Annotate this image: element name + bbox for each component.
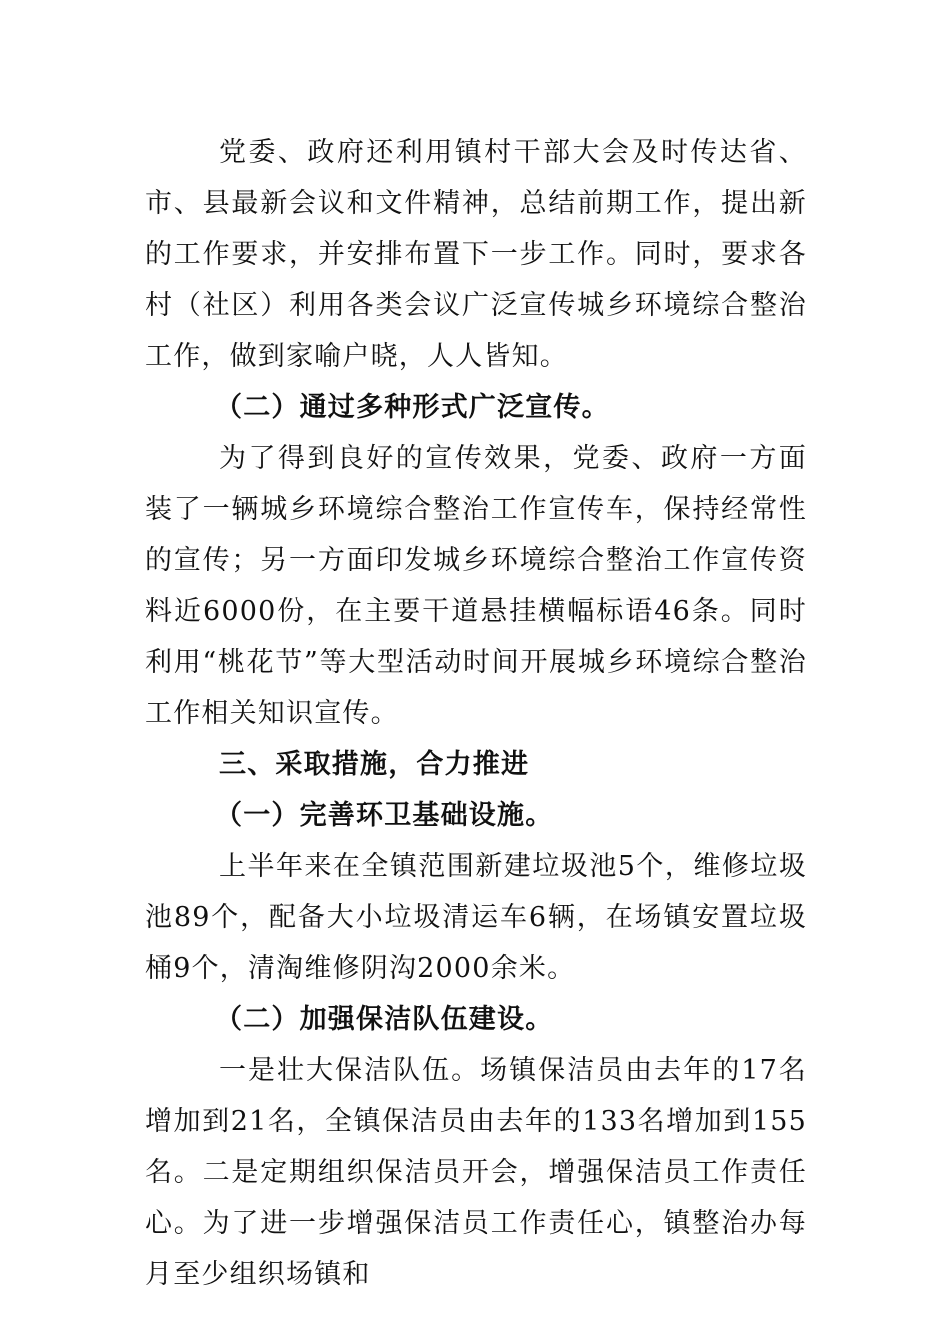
section-heading-measures: 三、采取措施，合力推进 [219,749,530,780]
subheading-cleaning-team: （二）加强保洁队伍建设。 [215,1004,554,1035]
subheading-multiple-forms-publicity: （二）通过多种形式广泛宣传。 [215,392,610,423]
document-body [145,127,807,1300]
paragraph-meeting-publicity: 党委、政府还利用镇村干部大会及时传达省、市、县最新会议和文件精神，总结前期工作，提出新的工作要求，并安排布置下一步工作。同时，要求各村（社区）利用各类会议广泛宣传城乡环境综合整治工作，做到家喻户晓，人人皆知。 [145,137,807,372]
paragraph-publicity-effect: 为了得到良好的宣传效果，党委、政府一方面装了一辆城乡环境综合整治工作宣传车，保持经常性的宣传；另一方面印发城乡环境综合整治工作宣传资料近6000份，在主要干道悬挂横幅标语46条。同时利用“桃花节”等大型活动时间开展城乡环境综合整治工作相关知识宣传。 [145,443,807,729]
subheading-sanitation-facilities: （一）完善环卫基础设施。 [215,800,554,831]
paragraph-facilities-details: 上半年来在全镇范围新建垃圾池5个，维修垃圾池89个，配备大小垃圾清运车6辆，在场镇安置垃圾桶9个，清淘维修阴沟2000余米。 [145,851,807,984]
paragraph-cleaning-team-details: 一是壮大保洁队伍。场镇保洁员由去年的17名增加到21名，全镇保洁员由去年的133名增加到155名。二是定期组织保洁员开会，增强保洁员工作责任心。为了进一步增强保洁员工作责任心，镇整治办每月至少组织场镇和 [145,1055,807,1290]
